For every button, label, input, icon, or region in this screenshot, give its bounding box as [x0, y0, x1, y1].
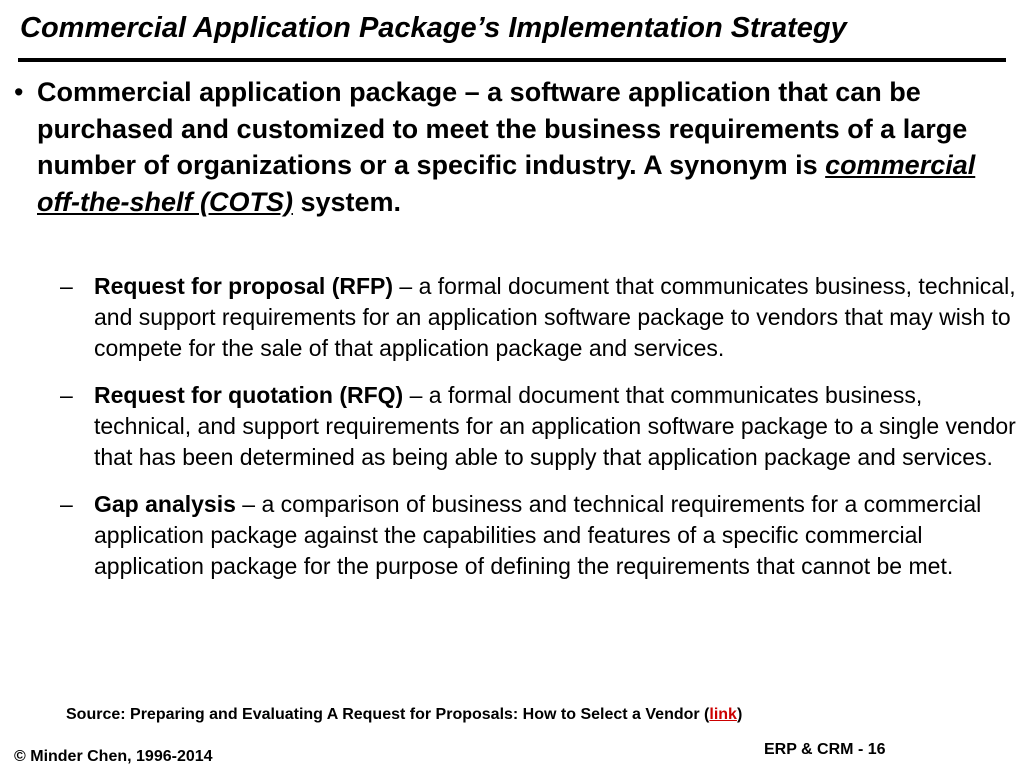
sub-item-definition: – a comparison of business and technical requirements for a commercial application package against the capabilities and features of a specific commercial application package for the purpose of defining the requirements that cannot be met. — [94, 491, 982, 579]
slide-title: Commercial Application Package’s Implementation Strategy — [20, 12, 847, 44]
dash-icon: – — [60, 273, 73, 299]
bullet-dot-icon: • — [14, 77, 24, 107]
source-citation — [66, 704, 966, 726]
sub-item-gap-analysis — [60, 489, 1018, 582]
sub-bullet-list — [60, 271, 1018, 598]
dash-icon: – — [60, 382, 73, 408]
main-bullet-text-before: Commercial application package – a software application that can be purchased and customized to meet the business requirements of a large number of organizations or a specific industry. A synonym is — [37, 77, 968, 180]
sub-item-definition: – a formal document that communicates business, technical, and support requirements for an application software package to a single vendor that has been determined as being able to supply that application package and services. — [94, 382, 1016, 470]
main-bullet — [14, 74, 994, 220]
main-bullet-text-after: system. — [292, 186, 402, 217]
footer-page-label: ERP & CRM - 16 — [764, 741, 886, 758]
sub-item-term: Gap analysis — [94, 491, 236, 517]
sub-item-rfp — [60, 271, 1018, 364]
sub-item-rfq — [60, 380, 1018, 473]
sub-item-definition: – a formal document that communicates business, technical, and support requirements for an application software package to vendors that may wish to compete for the sale of that application package and services. — [94, 273, 1016, 361]
sub-item-term: Request for quotation (RFQ) — [94, 382, 404, 408]
footer-copyright: © Minder Chen, 1996-2014 — [14, 748, 213, 765]
title-underline-rule — [18, 58, 1006, 62]
sub-item-term: Request for proposal (RFP) — [94, 273, 394, 299]
dash-icon: – — [60, 491, 73, 517]
cots-term: commercial off-the-shelf (COTS) — [37, 150, 976, 217]
source-suffix: ) — [736, 706, 743, 723]
source-link[interactable]: link — [709, 706, 737, 723]
main-bullet-text — [37, 74, 994, 220]
source-prefix: Source: Preparing and Evaluating A Request for Proposals: How to Select a Vendor ( — [66, 706, 710, 723]
